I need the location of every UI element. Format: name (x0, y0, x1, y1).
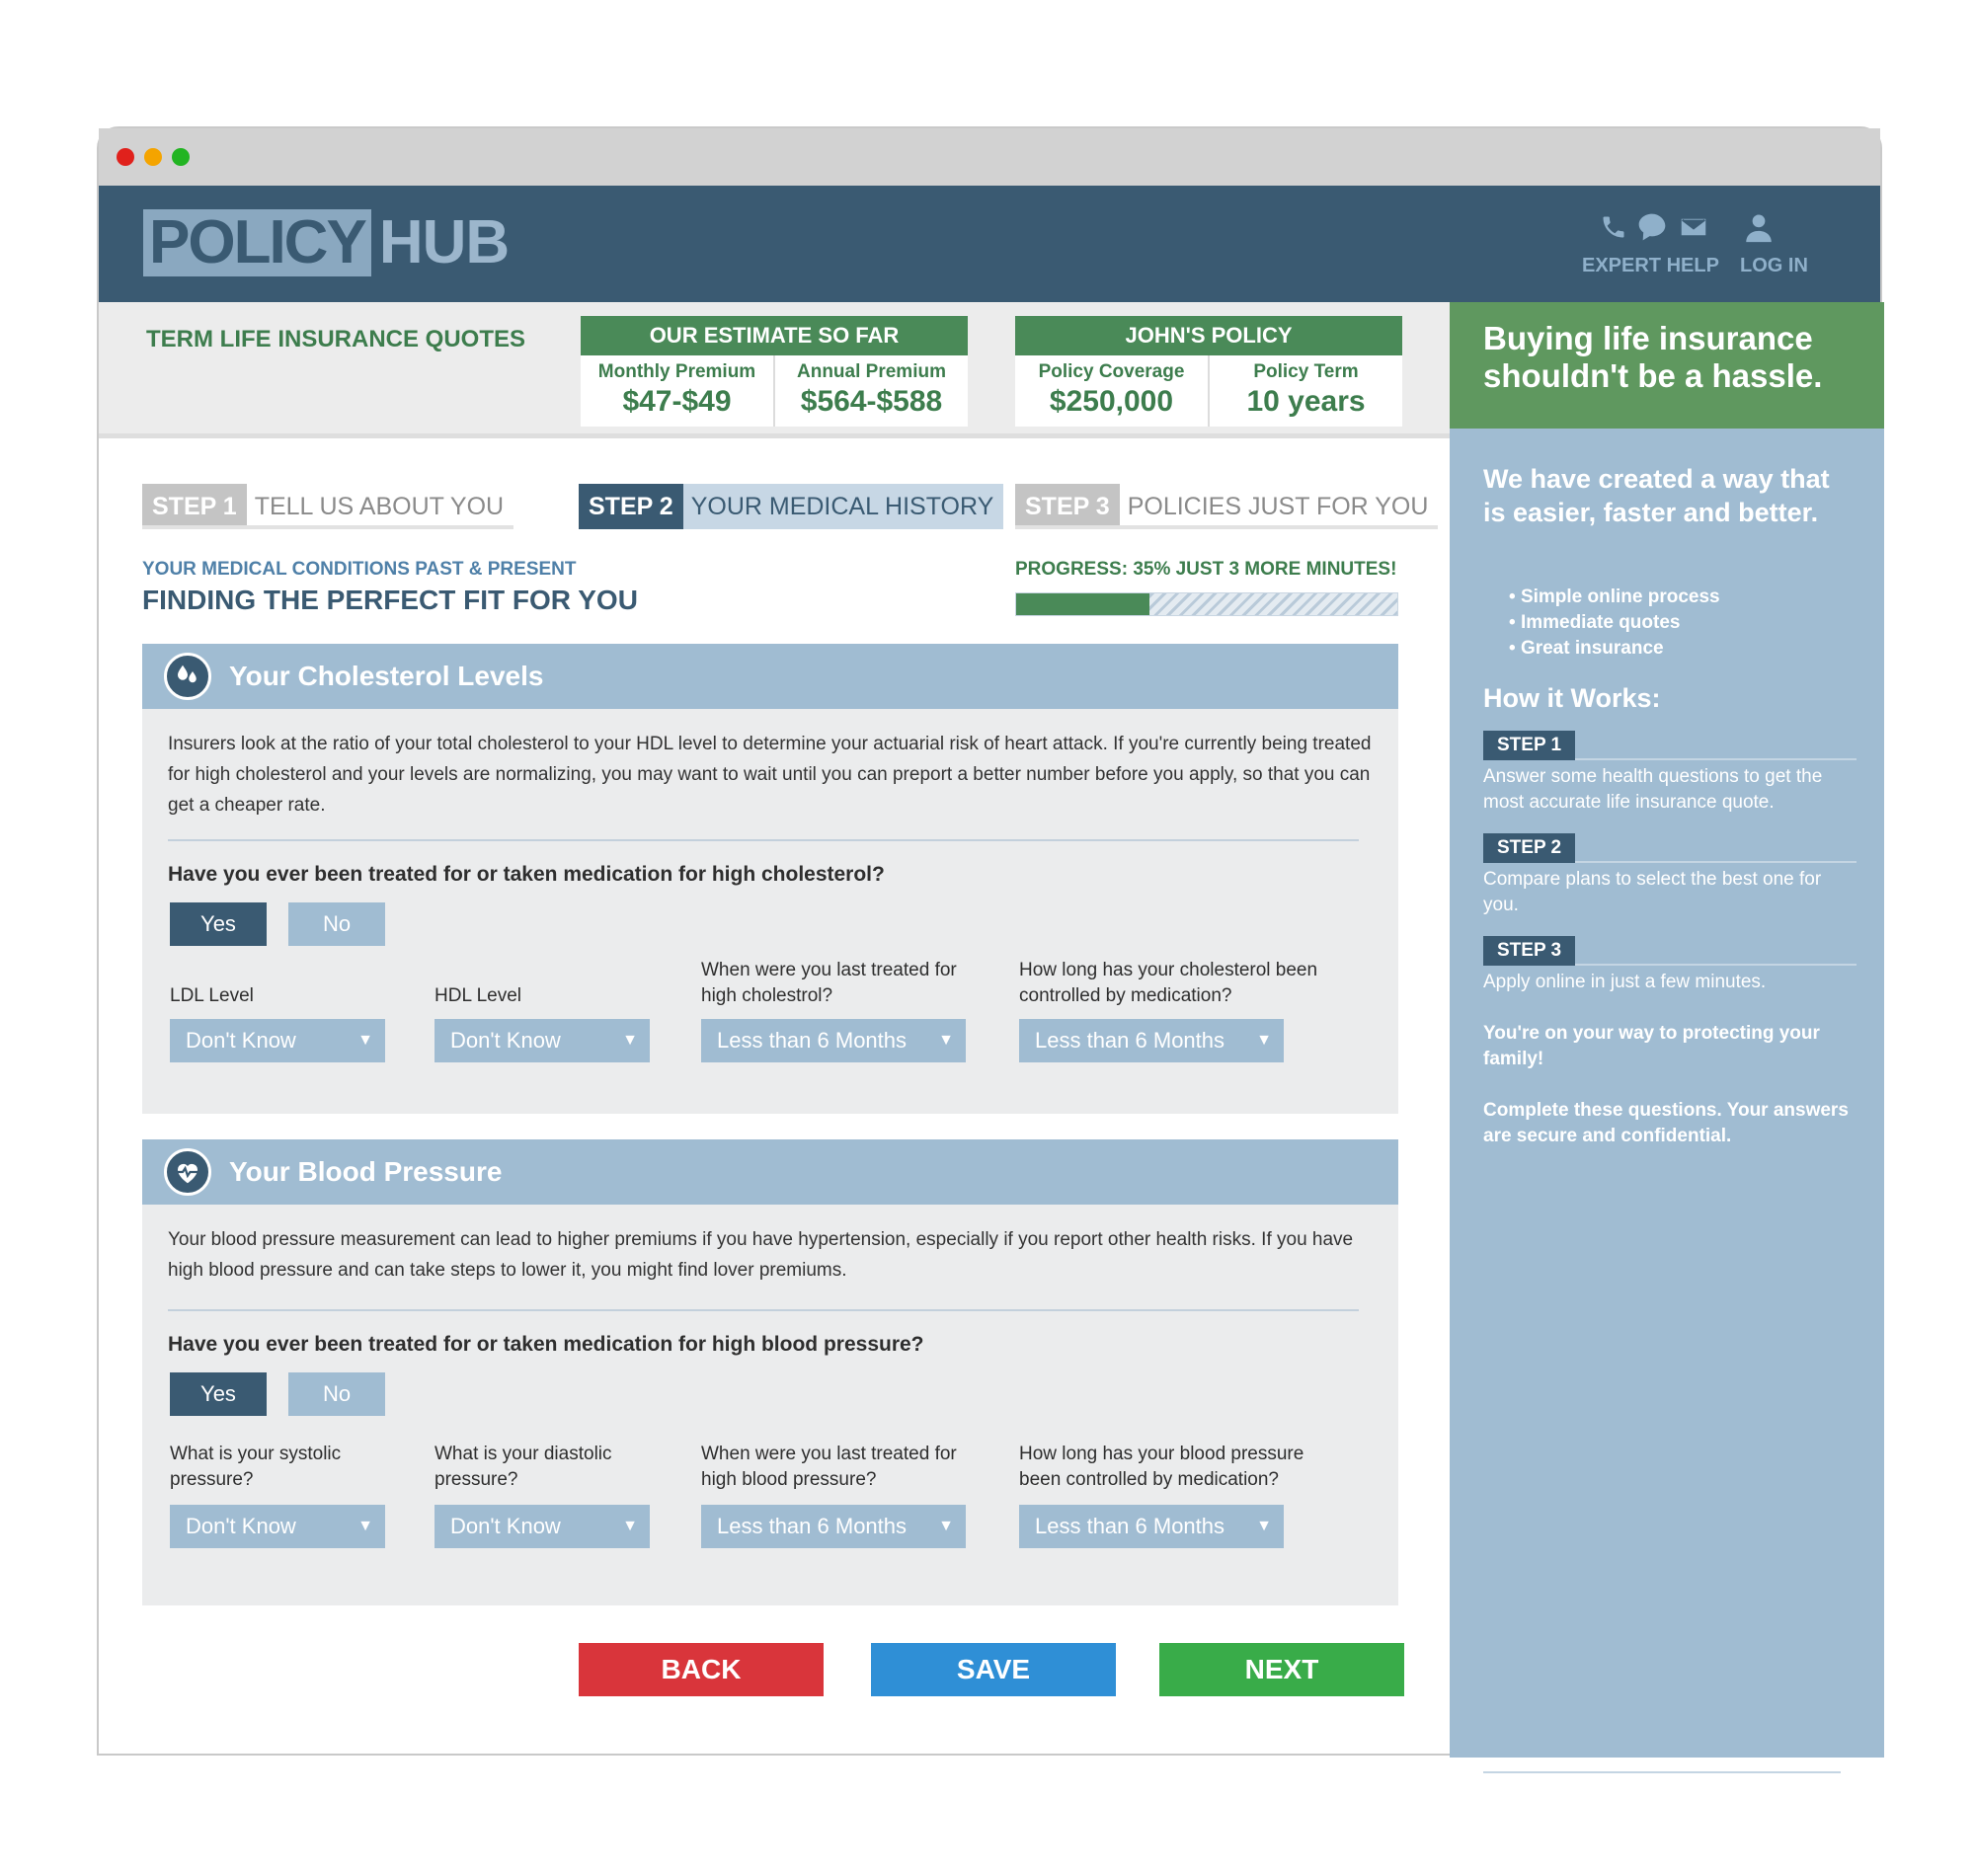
blood-pressure-card (142, 1139, 1398, 1605)
how-step-2-text: Compare plans to select the best one for you. (1483, 869, 1822, 915)
how-step-3 (1483, 936, 1856, 966)
systolic-select[interactable] (170, 1505, 385, 1548)
step-3-number: STEP 3 (1015, 484, 1120, 525)
browser-window (97, 126, 1882, 1828)
step-1-tab[interactable] (142, 484, 514, 529)
bp-last-treated-label: When were you last treated for high blood pressure? (701, 1444, 957, 1490)
logo-part-hub: HUB (378, 208, 510, 276)
estimate-box (581, 316, 968, 427)
bp-last-treated-value: Less than 6 Months (717, 1514, 908, 1538)
blood-pressure-no-button[interactable]: No (288, 1372, 385, 1416)
logo-part-policy: POLICY (143, 209, 371, 276)
chevron-down-icon: ▼ (622, 1032, 638, 1049)
cholesterol-last-treated-select[interactable] (701, 1019, 966, 1062)
blood-pressure-description: Your blood pressure measurement can lead to higher premiums if you have hypertension, especially if you report other health risks. If you have high blood pressure and can take steps to lower it, you might find lover premiums. (168, 1229, 1354, 1281)
cholesterol-yes-button[interactable]: Yes (170, 902, 267, 946)
cholesterol-controlled-label: How long has your cholesterol been controlled by medication? (1019, 960, 1318, 1006)
chevron-down-icon: ▼ (1256, 1518, 1272, 1534)
how-step-2 (1483, 833, 1856, 863)
diastolic-value: Don't Know (450, 1514, 561, 1538)
ldl-level-label: LDL Level (170, 985, 254, 1006)
bp-controlled-label: How long has your blood pressure been controlled by medication? (1019, 1444, 1304, 1490)
step-2-tab[interactable] (579, 484, 1003, 529)
footer-links[interactable]: CONTACT US | PRIVACY | LEGAL STATEMENT | TERMS AND CONDITIONS (1483, 1784, 1855, 1828)
chevron-down-icon: ▼ (1256, 1032, 1272, 1049)
benefit-item: • Immediate quotes (1509, 610, 1720, 636)
section-subtitle: YOUR MEDICAL CONDITIONS PAST & PRESENT (142, 559, 577, 580)
policy-term-value: 10 years (1246, 385, 1366, 418)
user-icon (1742, 211, 1776, 245)
sidebar-intro: We have created a way that is easier, faster and better. (1483, 464, 1830, 527)
save-button[interactable]: SAVE (871, 1643, 1116, 1696)
back-button[interactable]: BACK (579, 1643, 824, 1696)
cholesterol-controlled-select[interactable] (1019, 1019, 1284, 1062)
progress-label: PROGRESS: (1015, 559, 1129, 580)
next-button[interactable]: NEXT (1159, 1643, 1404, 1696)
hdl-level-value: Don't Know (450, 1028, 561, 1053)
diastolic-label: What is your diastolic pressure? (434, 1444, 612, 1490)
chat-icon (1635, 211, 1669, 243)
policy-box (1015, 316, 1402, 427)
how-step-3-badge: STEP 3 (1483, 936, 1575, 966)
quote-type-title: TERM LIFE INSURANCE QUOTES (146, 326, 526, 352)
policy-heading: JOHN'S POLICY (1015, 316, 1402, 355)
hdl-level-label: HDL Level (434, 985, 522, 1006)
policy-coverage-value: $250,000 (1049, 385, 1174, 418)
sidebar-headline: Buying life insurance shouldn't be a hassle. (1450, 302, 1884, 429)
blood-pressure-divider (168, 1309, 1359, 1311)
step-3-tab[interactable] (1015, 484, 1438, 529)
cholesterol-description: Insurers look at the ratio of your total cholesterol to your HDL level to determine your actuarial risk of heart attack. If you're currently being treated for high cholesterol and your levels are normalizing, you may want to wait until you can preport a better number before you apply, so that you can get a cheaper rate. (168, 734, 1372, 816)
policy-term-label: Policy Term (1253, 361, 1359, 382)
hdl-level-select[interactable] (434, 1019, 650, 1062)
ldl-level-value: Don't Know (186, 1028, 296, 1053)
step-1-label: TELL US ABOUT YOU (254, 493, 505, 520)
bp-controlled-select[interactable] (1019, 1505, 1284, 1548)
chevron-down-icon: ▼ (622, 1518, 638, 1534)
login-icon-wrap[interactable] (1742, 211, 1776, 245)
step-2-number: STEP 2 (579, 484, 683, 529)
info-sidebar (1450, 302, 1884, 1828)
chevron-down-icon: ▼ (357, 1032, 373, 1049)
policy-coverage-label: Policy Coverage (1038, 361, 1185, 382)
policyhub-logo[interactable] (143, 209, 509, 276)
annual-premium-label: Annual Premium (797, 361, 946, 382)
benefits-list (1509, 585, 1720, 662)
cholesterol-no-button[interactable]: No (288, 902, 385, 946)
how-step-3-text: Apply online in just a few minutes. (1483, 972, 1767, 992)
annual-premium-value: $564-$588 (800, 385, 943, 418)
ldl-level-select[interactable] (170, 1019, 385, 1062)
diastolic-select[interactable] (434, 1505, 650, 1548)
progress-bar (1015, 592, 1398, 616)
mail-icon (1677, 211, 1710, 243)
blood-pressure-question: Have you ever been treated for or taken medication for high blood pressure? (168, 1333, 924, 1356)
blood-pressure-yes-button[interactable]: Yes (170, 1372, 267, 1416)
annual-premium (773, 355, 968, 427)
minimize-window-icon[interactable] (144, 148, 162, 166)
policy-coverage (1015, 355, 1208, 427)
site-header (99, 186, 1880, 302)
progress-text (1015, 559, 1396, 581)
step-3-label: POLICIES JUST FOR YOU (1127, 493, 1429, 520)
blood-pressure-card-title: Your Blood Pressure (229, 1156, 503, 1187)
chevron-down-icon: ▼ (938, 1518, 954, 1534)
chevron-down-icon: ▼ (938, 1032, 954, 1049)
step-1-number: STEP 1 (142, 484, 247, 525)
how-step-1 (1483, 731, 1856, 760)
bp-controlled-value: Less than 6 Months (1035, 1514, 1225, 1538)
blood-pressure-card-header (142, 1139, 1398, 1205)
how-step-2-badge: STEP 2 (1483, 833, 1575, 863)
browser-chrome (99, 128, 1880, 186)
quote-summary-bar (99, 302, 1450, 438)
expert-help-icons[interactable] (1600, 211, 1710, 243)
sidebar-note-secure: Complete these questions. Your answers are secure and confidential. (1483, 1100, 1849, 1146)
bp-last-treated-select[interactable] (701, 1505, 966, 1548)
benefit-item: • Great insurance (1509, 636, 1720, 662)
progress-value-text: 35% JUST 3 MORE MINUTES! (1133, 559, 1397, 580)
how-it-works-title: How it Works: (1483, 683, 1661, 713)
how-step-1-text: Answer some health questions to get the most accurate life insurance quote. (1483, 766, 1823, 813)
monthly-premium (581, 355, 773, 427)
cholesterol-card (142, 644, 1398, 1114)
log-in-link[interactable]: LOG IN (1740, 255, 1808, 276)
policy-term (1208, 355, 1402, 427)
expert-help-link[interactable]: EXPERT HELP (1582, 255, 1719, 276)
benefit-item: • Simple online process (1509, 585, 1720, 610)
progress-bar-fill (1016, 593, 1149, 615)
section-title: FINDING THE PERFECT FIT FOR YOU (142, 585, 638, 615)
how-step-1-badge: STEP 1 (1483, 731, 1575, 760)
cholesterol-question: Have you ever been treated for or taken medication for high cholesterol? (168, 863, 885, 886)
sidebar-note-family: You're on your way to protecting your family! (1483, 1023, 1820, 1069)
monthly-premium-label: Monthly Premium (597, 361, 756, 382)
systolic-label: What is your systolic pressure? (170, 1444, 342, 1490)
cholesterol-last-treated-label: When were you last treated for high cholestrol? (701, 960, 957, 1006)
footer-divider (1483, 1771, 1841, 1773)
phone-icon (1600, 211, 1627, 243)
cholesterol-controlled-value: Less than 6 Months (1035, 1028, 1225, 1053)
maximize-window-icon[interactable] (172, 148, 190, 166)
cholesterol-divider (168, 839, 1359, 841)
cholesterol-last-treated-value: Less than 6 Months (717, 1028, 908, 1053)
systolic-value: Don't Know (186, 1514, 296, 1538)
droplets-icon (164, 653, 211, 700)
cholesterol-card-header (142, 644, 1398, 709)
estimate-heading: OUR ESTIMATE SO FAR (581, 316, 968, 355)
monthly-premium-value: $47-$49 (622, 385, 732, 418)
chevron-down-icon: ▼ (357, 1518, 373, 1534)
step-2-label: YOUR MEDICAL HISTORY (690, 493, 994, 520)
close-window-icon[interactable] (117, 148, 134, 166)
heart-pulse-icon (164, 1148, 211, 1196)
cholesterol-card-title: Your Cholesterol Levels (229, 661, 544, 691)
